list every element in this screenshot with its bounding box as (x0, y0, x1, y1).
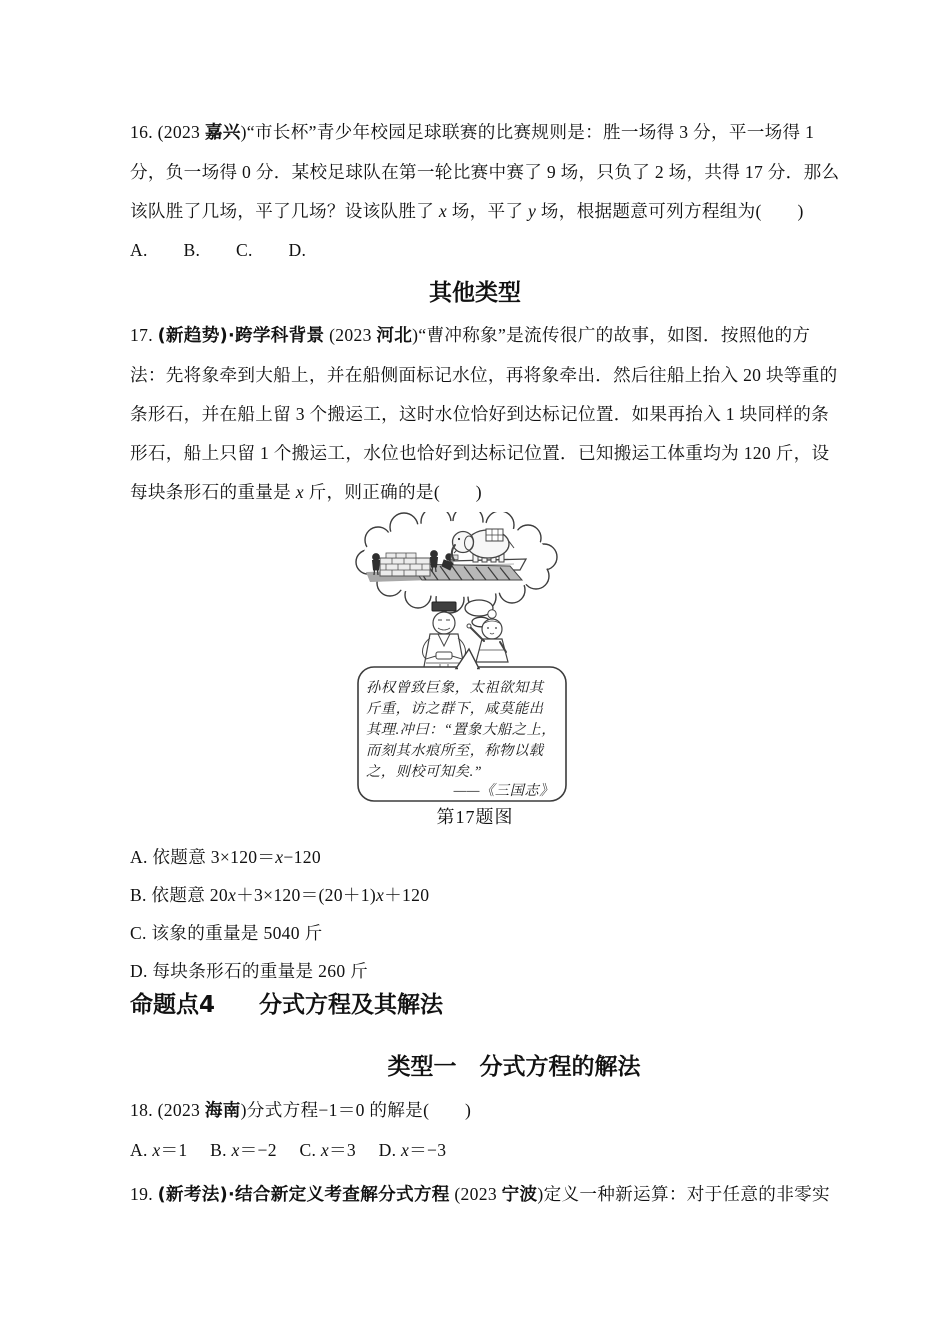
question-17 (130, 316, 838, 512)
cao-chong-weighing-elephant-illustration (352, 512, 584, 804)
heading-point-4-title: 分式方程及其解法 (259, 992, 444, 1018)
question-16-line-1: 16. (2023 嘉兴)“市长杯”青少年校园足球联赛的比赛规则是：胜一场得 3 分，平一场得 1 (130, 122, 815, 143)
section-heading-other-types: 其他类型 (429, 280, 521, 306)
question-17-line-2: 法：先将象牵到大船上，并在船侧面标记水位，再将象牵出．然后往船上抬入 20 块等重的 (130, 365, 838, 385)
question-19-line: 19. (新考法)·结合新定义考查解分式方程 (2023 宁波)定义一种新运算：对于任意的非零实 (130, 1184, 830, 1205)
question-17-line-1: 17. (新趋势)·跨学科背景 (2023 河北)“曹冲称象”是流传很广的故事，如图．按照他的方 (130, 325, 811, 346)
speech-bubble-attribution: ——《三国志》 (453, 783, 554, 799)
question-19 (130, 1175, 830, 1215)
question-17-line-4: 形石，船上只留 1 个搬运工，水位也恰好到达标记位置．已知搬运工体重均为 120 斤，设 (130, 443, 830, 463)
adult-figure-icon (423, 602, 466, 672)
figure-caption: 第17题图 (436, 807, 514, 827)
speech-bubble-line-1: 孙权曾致巨象，太祖欲知其 (366, 680, 544, 696)
child-figure-icon (467, 610, 508, 662)
heading-point-4 (130, 990, 820, 1020)
option-c: C. 该象的重量是 5040 斤 (130, 923, 323, 943)
question-18-options: A. x＝1 B. x＝−2 C. x＝3 D. x＝−3 (130, 1140, 447, 1160)
question-16 (130, 113, 840, 270)
speech-bubble-line-4: 而刻其水痕所至，称物以载 (366, 743, 544, 759)
question-18-line: 18. (2023 海南)分式方程−1＝0 的解是( ) (130, 1100, 472, 1121)
question-16-line-3: 该队胜了几场，平了几场？设该队胜了 x 场，平了 y 场，根据题意可列方程组为( ) (130, 201, 804, 221)
question-16-line-2: 分，负一场得 0 分．某校足球队在第一轮比赛中赛了 9 场，只负了 2 场，共得 17 分．那么 (130, 162, 840, 182)
speech-bubble (358, 649, 566, 801)
question-17-line-5: 每块条形石的重量是 x 斤，则正确的是( ) (130, 482, 482, 502)
question-18 (130, 1091, 820, 1170)
question-17-options (130, 838, 820, 990)
figure-q17-illustration (352, 512, 584, 804)
speech-bubble-line-2: 斤重，访之群下，咸莫能出 (366, 701, 544, 717)
speech-bubble-line-5: 之，则校可知矣.” (366, 764, 483, 780)
question-16-options: A. B. C. D. (130, 240, 307, 260)
option-b: B. 依题意 20x＋3×120＝(20＋1)x＋120 (130, 885, 430, 905)
question-17-line-3: 条形石，并在船上留 3 个搬运工，这时水位恰好到达标记位置．如果再抬入 1 块同样的条 (130, 404, 830, 424)
heading-type-1: 类型一 分式方程的解法 (387, 1054, 641, 1080)
speech-bubble-line-3: 其理.冲曰：“置象大船之上， (366, 722, 557, 738)
option-d: D. 每块条形石的重量是 260 斤 (130, 961, 369, 981)
option-a: A. 依题意 3×120＝x−120 (130, 847, 321, 867)
heading-point-4-label: 命题点4 (130, 992, 216, 1018)
